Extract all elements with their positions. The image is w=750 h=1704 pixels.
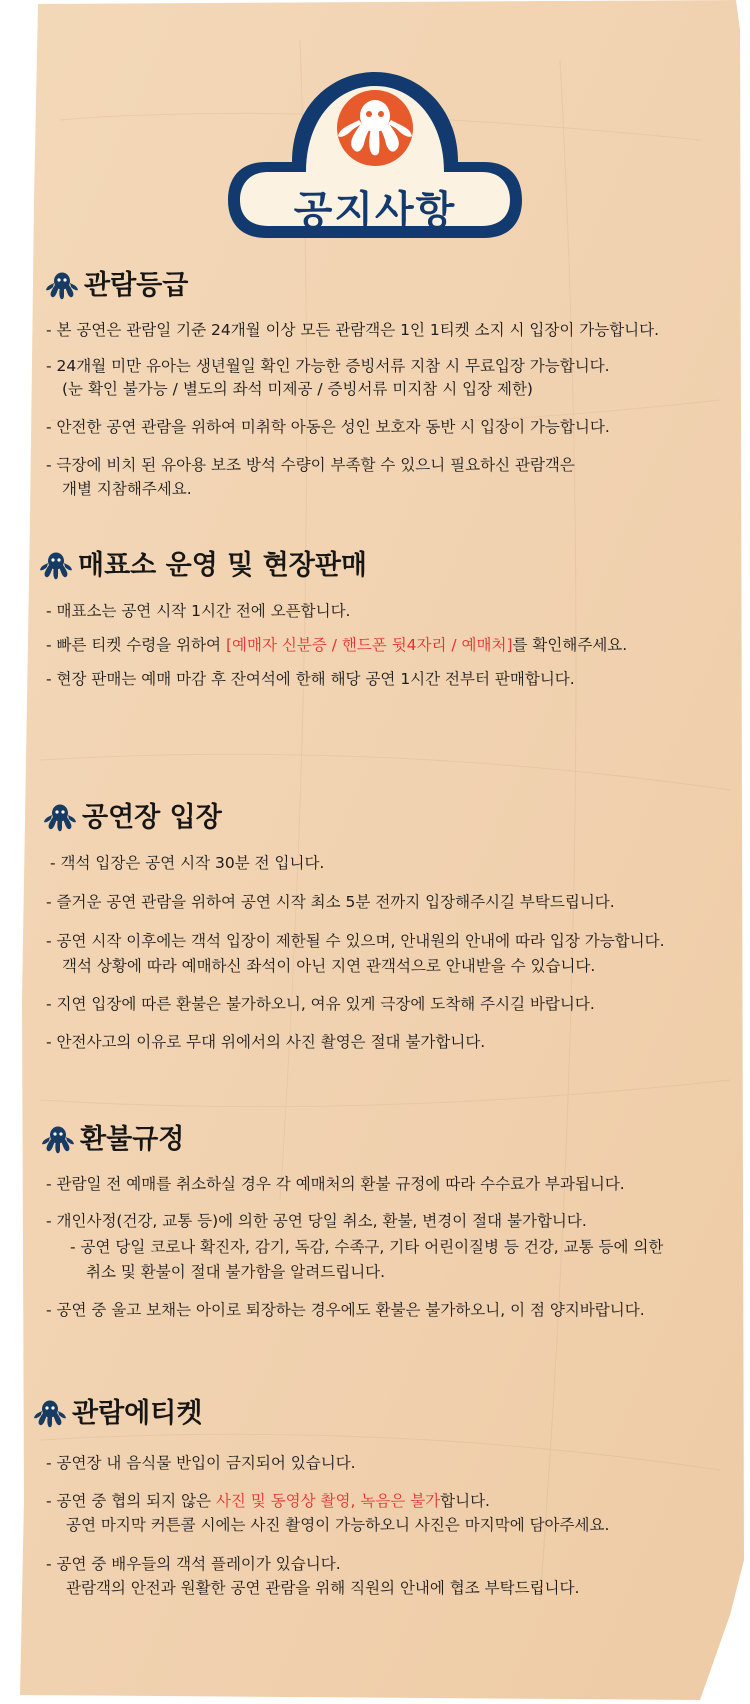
list-item: - 객석 입장은 공연 시작 30분 전 입니다. xyxy=(50,854,325,872)
section-title: 매표소 운영 및 현장판매 xyxy=(78,550,368,581)
list-item: - 공연 당일 코로나 확진자, 감기, 독감, 수족구, 기타 어린이질병 등 건강, 교통 등에 의한 xyxy=(70,1238,664,1256)
list-item: 관람객의 안전과 원활한 공연 관람을 위해 직원의 안내에 협조 부탁드립니다. xyxy=(66,1579,580,1597)
octopus-icon xyxy=(40,550,72,582)
list-item: (눈 확인 불가능 / 별도의 좌석 미제공 / 증빙서류 미지참 시 입장 제한) xyxy=(62,380,533,398)
section-box-office xyxy=(0,546,750,688)
list-item: 공연 마지막 커튼콜 시에는 사진 촬영이 가능하오니 사진은 마지막에 담아주세요. xyxy=(66,1516,610,1534)
highlight-text: 사진 및 동영상 촬영, 녹음은 불가 xyxy=(215,1492,441,1510)
list-item: - 개인사정(건강, 교통 등)에 의한 공연 당일 취소, 환불, 변경이 절대 불가합니다. xyxy=(46,1212,587,1230)
section-title: 공연장 입장 xyxy=(82,802,222,833)
octopus-icon xyxy=(46,270,78,302)
list-item xyxy=(46,632,627,659)
section-viewing-grade xyxy=(0,266,750,498)
octopus-icon xyxy=(42,1124,74,1156)
list-item: - 극장에 비치 된 유아용 보조 방석 수량이 부족할 수 있으니 필요하신 관람객은 xyxy=(46,456,575,474)
list-item: - 매표소는 공연 시작 1시간 전에 오픈합니다. xyxy=(46,602,351,620)
section-title: 환불규정 xyxy=(80,1124,185,1155)
notice-logo xyxy=(222,66,528,256)
section-header xyxy=(0,546,750,586)
list-item: - 현장 판매는 예매 마감 후 잔여석에 한해 해당 공연 1시간 전부터 판매합니다. xyxy=(46,670,575,688)
section-etiquette xyxy=(0,1394,750,1597)
list-item-text: - 공연 중 협의 되지 않은 xyxy=(46,1492,216,1510)
list-item-text: - 빠른 티켓 수령을 위하여 xyxy=(46,636,226,654)
section-title: 관람등급 xyxy=(84,270,189,301)
list-item: - 지연 입장에 따른 환불은 불가하오니, 여유 있게 극장에 도착해 주시길 바랍니다. xyxy=(46,995,595,1013)
list-item-text: 합니다. xyxy=(440,1492,490,1510)
list-item: - 공연 중 배우들의 객석 플레이가 있습니다. xyxy=(46,1555,341,1573)
list-item: - 공연 중 울고 보채는 아이로 퇴장하는 경우에도 환불은 불가하오니, 이 점 양지바랍니다. xyxy=(46,1301,645,1319)
section-header xyxy=(0,266,750,306)
section-header xyxy=(0,1394,750,1434)
list-item-text: 를 확인해주세요. xyxy=(512,636,628,654)
list-item: - 즐거운 공연 관람을 위하여 공연 시작 최소 5분 전까지 입장해주시길 부탁드립니다. xyxy=(46,893,615,911)
section-venue-entry xyxy=(0,798,750,1051)
list-item: - 본 공연은 관람일 기준 24개월 이상 모든 관람객은 1인 1티켓 소지 시 입장이 가능합니다. xyxy=(46,321,660,339)
section-header xyxy=(0,798,750,838)
list-item: - 안전사고의 이유로 무대 위에서의 사진 촬영은 절대 불가합니다. xyxy=(46,1033,486,1051)
octopus-icon xyxy=(44,802,76,834)
list-item: - 24개월 미만 유아는 생년월일 확인 가능한 증빙서류 지참 시 무료입장 가능합니다. xyxy=(46,357,610,375)
notice-title: 공지사항 xyxy=(293,188,457,234)
list-item: - 공연 시작 이후에는 객석 입장이 제한될 수 있으며, 안내원의 안내에 따라 입장 가능합니다. xyxy=(46,932,665,950)
highlight-text: [예매자 신분증 / 핸드폰 뒷4자리 / 예매처] xyxy=(225,636,513,654)
list-item: 취소 및 환불이 절대 불가함을 알려드립니다. xyxy=(86,1263,386,1281)
section-refund-policy xyxy=(0,1120,750,1319)
list-item: 개별 지참해주세요. xyxy=(62,480,192,498)
list-item xyxy=(46,1488,490,1515)
list-item: - 공연장 내 음식물 반입이 금지되어 있습니다. xyxy=(46,1454,356,1472)
list-item: - 관람일 전 예매를 취소하실 경우 각 예매처의 환불 규정에 따라 수수료가 부과됩니다. xyxy=(46,1175,625,1193)
section-header xyxy=(0,1120,750,1160)
section-title: 관람에티켓 xyxy=(72,1398,203,1429)
octopus-icon xyxy=(34,1398,66,1430)
list-item: 객석 상황에 따라 예매하신 좌석이 아닌 지연 관객석으로 안내받을 수 있습니다. xyxy=(62,957,596,975)
list-item: - 안전한 공연 관람을 위하여 미취학 아동은 성인 보호자 동반 시 입장이 가능합니다. xyxy=(46,418,610,436)
